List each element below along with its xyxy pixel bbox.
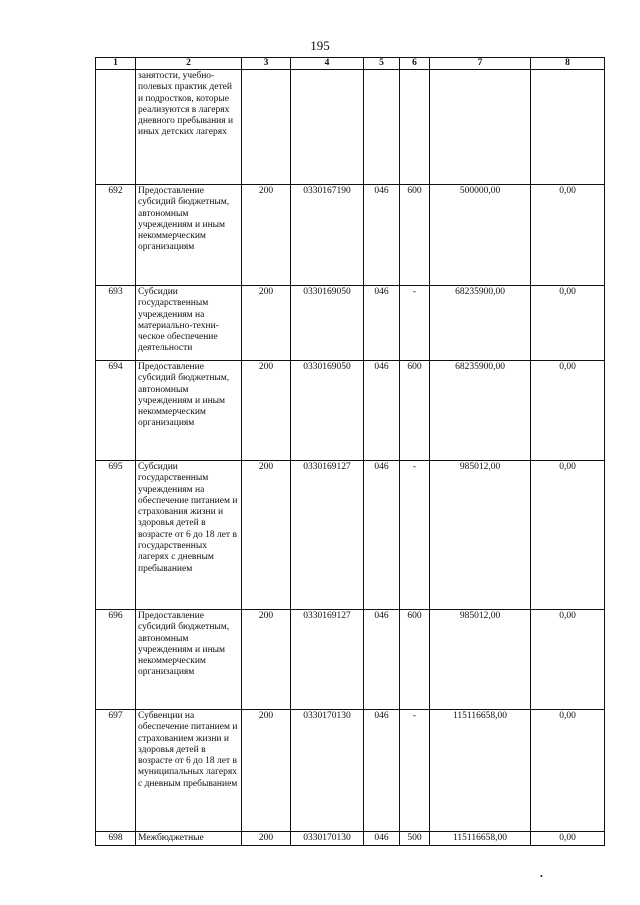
- row-col3: 200: [242, 832, 291, 846]
- row-col5: 046: [364, 361, 400, 461]
- row-number: 695: [96, 461, 136, 610]
- row-col6: 600: [400, 361, 430, 461]
- row-col7: 985012,00: [430, 610, 531, 710]
- row-number: 698: [96, 832, 136, 846]
- column-header: 5: [364, 58, 400, 70]
- row-col4: 0330169127: [291, 461, 364, 610]
- row-col7: 115116658,00: [430, 832, 531, 846]
- row-name: Предоставление субсидий бюджетным, автономным учреждениям и иным некоммерческим организациям: [136, 610, 242, 710]
- row-name: Субсидии государственным учреждениям на обеспечение питанием и страхования жизни и здоровья детей в возрасте от 6 до 18 лет в государственных лагерях с дневным пребыванием: [136, 461, 242, 610]
- row-name: Предоставление субсидий бюджетным, автономным учреждениям и иным некоммерческим организациям: [136, 361, 242, 461]
- column-header: 3: [242, 58, 291, 70]
- row-col7: 500000,00: [430, 185, 531, 286]
- table-row: [96, 361, 605, 461]
- table-row: [96, 710, 605, 832]
- row-col4: 0330170130: [291, 832, 364, 846]
- row-col7: 68235900,00: [430, 361, 531, 461]
- row-col4: 0330169127: [291, 610, 364, 710]
- table-row: [96, 286, 605, 361]
- row-col3: [242, 70, 291, 185]
- row-name: Предоставление субсидий бюджетным, автономным учреждениям и иным некоммерческим организациям: [136, 185, 242, 286]
- row-col3: 200: [242, 361, 291, 461]
- row-name: Межбюджетные: [136, 832, 242, 846]
- row-col5: 046: [364, 832, 400, 846]
- row-col8: 0,00: [531, 610, 605, 710]
- column-header: 6: [400, 58, 430, 70]
- row-col3: 200: [242, 610, 291, 710]
- row-number: 697: [96, 710, 136, 832]
- row-col4: 0330169050: [291, 361, 364, 461]
- table-row: [96, 832, 605, 846]
- row-name: занятости, учебно-полевых практик детей и подростков, которые реализуются в лагерях дневного пребывания и иных детских лагерях: [136, 70, 242, 185]
- row-col8: [531, 70, 605, 185]
- row-number: 692: [96, 185, 136, 286]
- row-col6: [400, 70, 430, 185]
- budget-table: [95, 57, 605, 846]
- column-header: 7: [430, 58, 531, 70]
- row-name: Субсидии государственным учреждениям на материально-техни-ческое обеспечение деятельности: [136, 286, 242, 361]
- row-col8: 0,00: [531, 832, 605, 846]
- row-col6: 500: [400, 832, 430, 846]
- row-col6: -: [400, 461, 430, 610]
- row-col8: 0,00: [531, 286, 605, 361]
- row-col5: 046: [364, 610, 400, 710]
- table-header-row: [96, 58, 605, 70]
- row-col6: -: [400, 286, 430, 361]
- table-row: [96, 185, 605, 286]
- column-header: 8: [531, 58, 605, 70]
- row-col7: [430, 70, 531, 185]
- row-col3: 200: [242, 185, 291, 286]
- row-col8: 0,00: [531, 361, 605, 461]
- row-col7: 68235900,00: [430, 286, 531, 361]
- scan-mark: •: [540, 872, 543, 881]
- row-col6: 600: [400, 610, 430, 710]
- row-number: 696: [96, 610, 136, 710]
- row-col8: 0,00: [531, 710, 605, 832]
- page-number: 195: [310, 38, 330, 53]
- row-col4: [291, 70, 364, 185]
- row-col4: 0330167190: [291, 185, 364, 286]
- row-col3: 200: [242, 710, 291, 832]
- row-col4: 0330169050: [291, 286, 364, 361]
- table-row: [96, 70, 605, 185]
- column-header: 2: [136, 58, 242, 70]
- table-row: [96, 610, 605, 710]
- row-col7: 115116658,00: [430, 710, 531, 832]
- row-col4: 0330170130: [291, 710, 364, 832]
- row-number: 693: [96, 286, 136, 361]
- row-col5: [364, 70, 400, 185]
- row-col5: 046: [364, 710, 400, 832]
- table-row: [96, 461, 605, 610]
- row-col7: 985012,00: [430, 461, 531, 610]
- column-header: 1: [96, 58, 136, 70]
- row-number: 694: [96, 361, 136, 461]
- row-col3: 200: [242, 461, 291, 610]
- row-col3: 200: [242, 286, 291, 361]
- row-col6: 600: [400, 185, 430, 286]
- row-col5: 046: [364, 461, 400, 610]
- row-col5: 046: [364, 185, 400, 286]
- row-col8: 0,00: [531, 185, 605, 286]
- row-col6: -: [400, 710, 430, 832]
- row-col8: 0,00: [531, 461, 605, 610]
- row-name: Субвенции на обеспечение питанием и страхованием жизни и здоровья детей в возрасте от 6 до 18 лет в муниципальных лагерях с дневным пребыванием: [136, 710, 242, 832]
- column-header: 4: [291, 58, 364, 70]
- row-col5: 046: [364, 286, 400, 361]
- row-number: [96, 70, 136, 185]
